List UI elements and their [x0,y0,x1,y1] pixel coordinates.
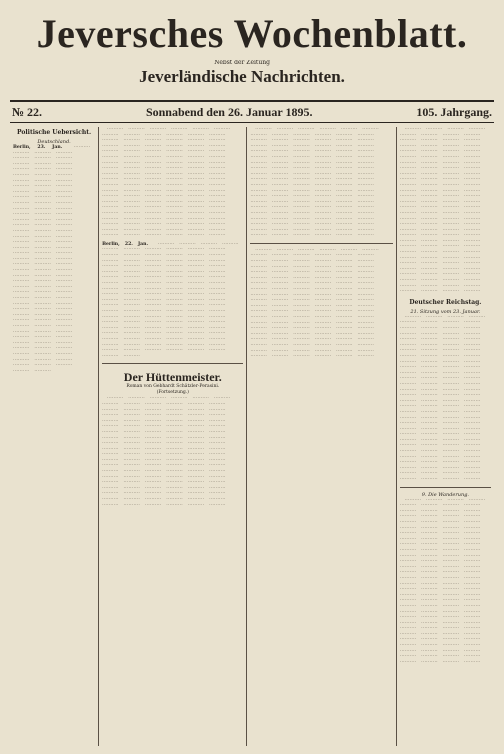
story-body [400,498,491,666]
article-body [250,127,392,239]
article-text: ·········· ·········· ·········· ·········· ·········· ·········· ·········· ·········· ·········· ·········· ·········· ·········· ·········· ·········· ·········· ·········· ·········· ·········· ·········· ·········· ·········· ·········· ·········· ·········· ·········· ·········· ·········· ·········· ·········· ·········· ·········· ·········· ·········· ·········· ·········· ·········· ·········· ·········· ·········· ·········· ·········· ·········· ·········· ·········· ·········· ·········· ·········· ·········· ·········· ·········· ·········· ·········· ·········· ·········· ·········· ·········· ·········· ·········· ·········· ·········· ·········· ·········· ·········· ·········· ·········· ·········· ·········· ·········· ·········· ·········· ·········· ·········· ·········· ·········· ·········· ·········· ·········· ·········· ·········· ·········· ·········· ·········· ·········· ·········· ·········· ·········· ·········· ·········· ·········· ·········· ·········· ·········· ·········· ·········· ·········· ·········· ·········· ·········· ·········· ·········· ·········· ·········· ·········· ·········· ·········· ·········· ·········· ·········· ·········· ·········· ·········· ·········· ·········· ·········· ·········· ·········· ·········· ·········· ·········· ·········· [102,127,236,239]
column-3 [246,127,395,746]
story-text: ·········· ·········· ·········· ·········· ·········· ·········· ·········· ·········· ·········· ·········· ·········· ·········· ·········· ·········· ·········· ·········· ·········· ·········· ·········· ·········· ·········· ·········· ·········· ·········· ·········· ·········· ·········· ·········· ·········· ·········· ·········· ·········· ·········· ·········· ·········· ·········· ·········· ·········· ·········· ·········· ·········· ·········· ·········· ·········· ·········· ·········· ·········· ·········· ·········· ·········· ·········· ·········· ·········· ·········· ·········· ·········· ·········· ·········· ·········· ·········· ·········· ·········· ·········· ·········· ·········· ·········· ·········· ·········· ·········· ·········· ·········· ·········· ·········· ·········· ·········· ·········· ·········· ·········· ·········· ·········· ·········· ·········· ·········· ·········· ·········· ·········· ·········· ·········· ·········· ·········· ·········· ·········· ·········· ·········· ·········· ·········· ·········· ·········· ·········· ·········· ·········· ·········· ·········· ·········· ·········· ·········· ·········· ·········· ·········· ·········· ·········· ·········· ·········· ·········· ·········· ·········· ·········· ·········· ·········· ·········· [250,247,384,360]
article-text: ·········· ·········· ·········· ·········· ·········· ·········· ·········· ·········· ·········· ·········· ·········· ·········· ·········· ·········· ·········· ·········· ·········· ·········· ·········· ·········· ·········· ·········· ·········· ·········· ·········· ·········· ·········· ·········· ·········· ·········· ·········· ·········· ·········· ·········· ·········· ·········· ·········· ·········· ·········· ·········· ·········· ·········· ·········· ·········· ·········· ·········· ·········· ·········· ·········· ·········· ·········· ·········· ·········· ·········· ·········· ·········· ·········· ·········· ·········· ·········· ·········· ·········· ·········· ·········· ·········· ·········· ·········· ·········· ·········· ·········· ·········· ·········· ·········· ·········· ·········· ·········· ·········· ·········· ·········· ·········· ·········· ·········· ·········· ·········· ·········· ·········· ·········· ·········· ·········· ·········· ·········· ·········· ·········· ·········· ·········· ·········· ·········· ·········· ·········· ·········· ·········· ·········· ·········· ·········· ·········· ·········· ·········· ·········· ·········· ·········· ·········· ·········· ·········· ·········· ·········· ·········· ·········· ·········· ·········· ·········· [13,145,96,374]
issue-date: Sonnabend den 26. Januar 1895. [145,104,313,119]
article-body [13,145,95,374]
section-heading-reichstag: Deutscher Reichstag. [409,298,482,306]
article-body [102,127,243,239]
column-4 [396,127,494,746]
chapter-heading: 9. Die Wanderung. [421,491,469,498]
story-title: Der Hüttenmeister. [123,370,222,385]
article-text: ·········· ·········· ·········· ·········· ·········· ·········· ·········· ·········· ·········· ·········· ·········· ·········· ·········· ·········· ·········· ·········· ·········· ·········· ·········· ·········· ·········· ·········· ·········· ·········· ·········· ·········· ·········· ·········· ·········· ·········· ·········· ·········· ·········· ·········· ·········· ·········· ·········· ·········· ·········· ·········· ·········· ·········· ·········· ·········· ·········· ·········· ·········· ·········· ·········· ·········· ·········· ·········· ·········· ·········· ·········· ·········· ·········· ·········· ·········· ·········· ·········· ·········· ·········· ·········· ·········· ·········· ·········· ·········· ·········· ·········· ·········· ·········· ·········· ·········· ·········· ·········· ·········· ·········· ·········· ·········· ·········· ·········· ·········· ·········· ·········· ·········· ·········· ·········· ·········· ·········· ·········· ·········· ·········· ·········· ·········· ·········· ·········· ·········· ·········· ·········· ·········· ·········· ·········· ·········· ·········· ·········· ·········· ·········· ·········· ·········· ·········· ·········· ·········· ·········· ·········· ·········· ·········· ·········· ·········· ·········· [399,314,491,483]
article-lead: Berlin, 22. Jan. [102,241,149,247]
story-body [102,396,243,508]
column-1 [10,127,98,746]
article-text: ·········· ·········· ·········· ·········· ·········· ·········· ·········· ·········· ·········· ·········· ·········· ·········· ·········· ·········· ·········· ·········· ·········· ·········· ·········· ·········· ·········· ·········· ·········· ·········· ·········· ·········· ·········· ·········· ·········· ·········· ·········· ·········· ·········· ·········· ·········· ·········· ·········· ·········· ·········· ·········· ·········· ·········· ·········· ·········· ·········· ·········· ·········· ·········· ·········· ·········· ·········· ·········· ·········· ·········· ·········· ·········· ·········· ·········· ·········· ·········· ·········· ·········· ·········· ·········· ·········· ·········· ·········· ·········· ·········· ·········· ·········· ·········· ·········· ·········· ·········· ·········· ·········· ·········· ·········· ·········· ·········· ·········· ·········· ·········· ·········· ·········· ·········· ·········· ·········· ·········· ·········· ·········· ·········· ·········· ·········· ·········· ·········· ·········· ·········· ·········· ·········· ·········· ·········· ·········· ·········· ·········· ·········· ·········· ·········· ·········· ·········· ·········· ·········· ·········· ·········· ·········· ·········· ·········· ·········· ·········· [102,241,244,359]
article-body [400,315,491,483]
article-body [102,242,243,359]
newspaper-page [10,8,494,746]
column-2 [98,127,246,746]
volume-number: 105. Jahrgang. [416,104,492,119]
subsection-germany: Deutschland. [37,139,71,145]
divider [250,243,392,244]
reichstag-sitting: 21. Sitzung vom 23. Januar. [410,308,481,315]
subtitle-small: Nebst der Zeitung [214,60,270,66]
subtitle-block [120,60,364,87]
article-text: ·········· ·········· ·········· ·········· ·········· ·········· ·········· ·········· ·········· ·········· ·········· ·········· ·········· ·········· ·········· ·········· ·········· ·········· ·········· ·········· ·········· ·········· ·········· ·········· ·········· ·········· ·········· ·········· ·········· ·········· ·········· ·········· ·········· ·········· ·········· ·········· ·········· ·········· ·········· ·········· ·········· ·········· ·········· ·········· ·········· ·········· ·········· ·········· ·········· ·········· ·········· ·········· ·········· ·········· ·········· ·········· ·········· ·········· ·········· ·········· ·········· ·········· ·········· ·········· ·········· ·········· ·········· ·········· ·········· ·········· ·········· ·········· ·········· ·········· ·········· ·········· ·········· ·········· ·········· ·········· ·········· ·········· ·········· ·········· ·········· ·········· ·········· ·········· ·········· ·········· ·········· ·········· ·········· ·········· ·········· ·········· ·········· ·········· ·········· ·········· ·········· ·········· ·········· ·········· ·········· ·········· ·········· ·········· ·········· ·········· ·········· ·········· ·········· ·········· ·········· ·········· ·········· ·········· ·········· ·········· [250,127,384,239]
issue-number: № 22. [12,104,43,119]
article-text: ·········· ·········· ·········· ·········· ·········· ·········· ·········· ·········· ·········· ·········· ·········· ·········· ·········· ·········· ·········· ·········· ·········· ·········· ·········· ·········· ·········· ·········· ·········· ·········· ·········· ·········· ·········· ·········· ·········· ·········· ·········· ·········· ·········· ·········· ·········· ·········· ·········· ·········· ·········· ·········· ·········· ·········· ·········· ·········· ·········· ·········· ·········· ·········· ·········· ·········· ·········· ·········· ·········· ·········· ·········· ·········· ·········· ·········· ·········· ·········· ·········· ·········· ·········· ·········· ·········· ·········· ·········· ·········· ·········· ·········· ·········· ·········· ·········· ·········· ·········· ·········· ·········· ·········· ·········· ·········· ·········· ·········· ·········· ·········· ·········· ·········· ·········· ·········· ·········· ·········· ·········· ·········· ·········· ·········· ·········· ·········· ·········· ·········· ·········· ·········· ·········· ·········· ·········· ·········· ·········· ·········· ·········· ·········· ·········· ·········· ·········· ·········· ·········· ·········· ·········· ·········· ·········· ·········· ·········· ·········· [399,127,491,295]
columns [10,127,494,746]
dateline [10,100,494,123]
story-continuation: (Fortsetzung.) [156,390,189,396]
story-body [250,248,392,360]
section-heading-politics: Politische Uebersicht. [17,129,92,136]
article-body [400,127,491,295]
story-text: ·········· ·········· ·········· ·········· ·········· ·········· ·········· ·········· ·········· ·········· ·········· ·········· ·········· ·········· ·········· ·········· ·········· ·········· ·········· ·········· ·········· ·········· ·········· ·········· ·········· ·········· ·········· ·········· ·········· ·········· ·········· ·········· ·········· ·········· ·········· ·········· ·········· ·········· ·········· ·········· ·········· ·········· ·········· ·········· ·········· ·········· ·········· ·········· ·········· ·········· ·········· ·········· ·········· ·········· ·········· ·········· ·········· ·········· ·········· ·········· ·········· ·········· ·········· ·········· ·········· ·········· ·········· ·········· ·········· ·········· ·········· ·········· ·········· ·········· ·········· ·········· ·········· ·········· ·········· ·········· ·········· ·········· ·········· ·········· ·········· ·········· ·········· ·········· ·········· ·········· ·········· ·········· ·········· ·········· ·········· ·········· ·········· ·········· ·········· ·········· ·········· ·········· ·········· ·········· ·········· ·········· ·········· ·········· ·········· ·········· ·········· ·········· ·········· ·········· ·········· ·········· ·········· ·········· ·········· ·········· [102,396,236,508]
story-byline: Roman von Gebhardt Schätzler-Perasini. [126,384,220,390]
story-text: ·········· ·········· ·········· ·········· ·········· ·········· ·········· ·········· ·········· ·········· ·········· ·········· ·········· ·········· ·········· ·········· ·········· ·········· ·········· ·········· ·········· ·········· ·········· ·········· ·········· ·········· ·········· ·········· ·········· ·········· ·········· ·········· ·········· ·········· ·········· ·········· ·········· ·········· ·········· ·········· ·········· ·········· ·········· ·········· ·········· ·········· ·········· ·········· ·········· ·········· ·········· ·········· ·········· ·········· ·········· ·········· ·········· ·········· ·········· ·········· ·········· ·········· ·········· ·········· ·········· ·········· ·········· ·········· ·········· ·········· ·········· ·········· ·········· ·········· ·········· ·········· ·········· ·········· ·········· ·········· ·········· ·········· ·········· ·········· ·········· ·········· ·········· ·········· ·········· ·········· ·········· ·········· ·········· ·········· ·········· ·········· ·········· ·········· ·········· ·········· ·········· ·········· ·········· ·········· ·········· ·········· ·········· ·········· ·········· ·········· ·········· ·········· ·········· ·········· ·········· ·········· ·········· ·········· ·········· ·········· [399,497,491,665]
divider [400,487,491,488]
divider [102,363,243,364]
subtitle-main: Jeverländische Nachrichten. [139,67,345,86]
article-lead: Berlin, 23. Jan. [13,145,63,150]
masthead-info-row [10,60,494,94]
masthead-title: Jeversches Wochenblatt. [36,11,468,56]
